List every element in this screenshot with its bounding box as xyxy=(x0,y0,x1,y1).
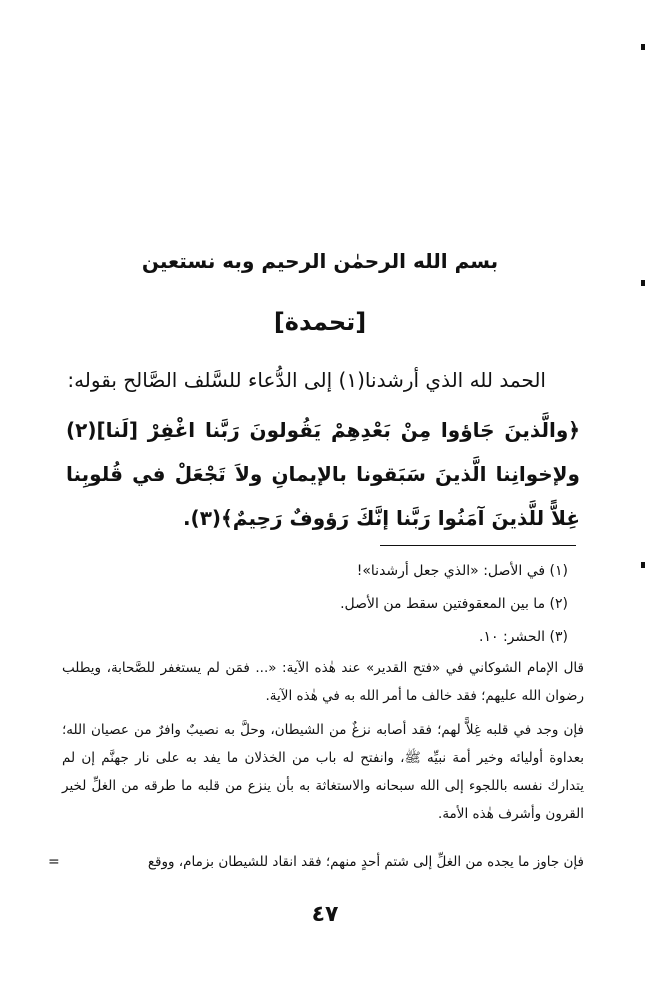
commentary-paragraph-1: قال الإمام الشوكاني في «فتح القدير» عند هٰذه الآية: «... فمَن لم يستغفر للصَّحابة، ويطلب رضوان الله عليهم؛ فقد خالف ما أمر الله به في هٰذه الآية. xyxy=(62,660,584,704)
basmala: بسم الله الرحمٰن الرحيم وبه نستعين xyxy=(141,249,499,273)
commentary-paragraph-3: فإن جاوز ما يجده من الغلِّ إلى شتم أحدٍ منهم؛ فقد انقاد للشيطان بزمام، ووقع xyxy=(147,854,584,870)
footnote-1: (١) في الأصل: «الذي جعل أرشدنا»! xyxy=(356,563,568,579)
edge-mark-top xyxy=(641,44,645,50)
edge-mark-middle xyxy=(641,280,645,286)
intro-paragraph: الحمد لله الذي أرشدنا(١) إلى الدُّعاء للسَّلف الصَّالح بقوله: xyxy=(67,368,546,392)
footnote-2: (٢) ما بين المعقوفتين سقط من الأصل. xyxy=(340,596,568,612)
commentary-paragraph-2: فإن وجد في قلبه غِلاًّ لهم؛ فقد أصابه نزغٌ من الشيطان، وحلَّ به نصيبٌ وافرٌ من عصيان الله؛ بعداوة أوليائه وخير أمة نبيِّه ﷺ، وانفتح له باب من الخذلان ما يفد به على نار جهنَّم إن لم يتدارك نفسه باللجوء إلى الله سبحانه والاستغاثة به بأن ينزع من قلبه ما طرقه من الغلِّ لخير القرون وأشرف هٰذه الأمة. xyxy=(62,722,584,822)
continuation-mark: = xyxy=(48,854,60,870)
edge-mark-lower xyxy=(641,562,645,568)
quranic-verse: ﴿والَّذينَ جَاؤوا مِنْ بَعْدِهِمْ يَقُولونَ رَبَّنا اغْفِرْ [لَنا](٢) ولإخوانِنا الَّذينَ سَبَقونا بالإيمانِ ولاَ تَجْعَلْ في قُلوبِنا غِلاًّ للَّذينَ آمَنُوا رَبَّنا إنَّكَ رَؤوفٌ رَحِيمٌ﴾(٣). xyxy=(66,418,580,530)
footnote-3: (٣) الحشر: ١٠. xyxy=(479,629,568,645)
footnote-separator xyxy=(380,545,576,546)
section-title: [تحمدة] xyxy=(273,308,367,336)
page-number: ٤٧ xyxy=(311,902,339,927)
